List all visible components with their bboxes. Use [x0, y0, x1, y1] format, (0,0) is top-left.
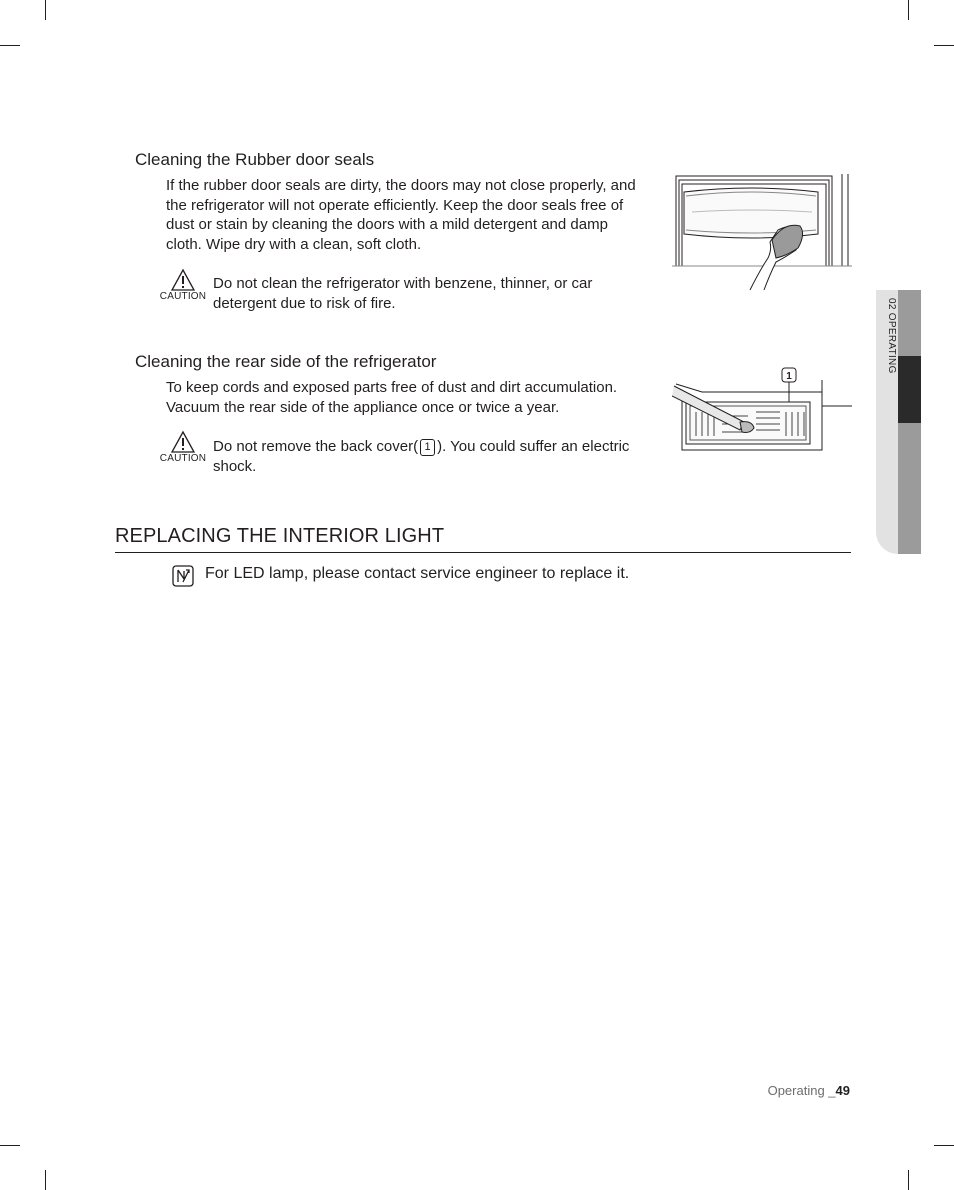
crop-mark	[934, 45, 954, 46]
caution-label: CAUTION	[159, 453, 207, 464]
crop-mark	[45, 1170, 46, 1190]
page-footer	[768, 1083, 850, 1098]
caution-label: CAUTION	[159, 291, 207, 302]
crop-mark	[45, 0, 46, 20]
rear-side-illustration	[672, 364, 852, 456]
body-line: Vacuum the rear side of the appliance once or twice a year.	[166, 398, 560, 416]
crop-mark	[908, 1170, 909, 1190]
crop-mark	[934, 1145, 954, 1146]
caution-text	[213, 437, 629, 476]
caution-line: shock.	[213, 457, 257, 475]
rear-side-body	[166, 378, 617, 417]
interior-light-title: REPLACING THE INTERIOR LIGHT	[115, 525, 445, 547]
body-line: If the rubber door seals are dirty, the doors may not close properly, and	[166, 177, 636, 194]
caution-badge	[157, 430, 209, 464]
svg-text:1: 1	[786, 371, 792, 382]
caution-text-start: Do not remove the back cover(	[213, 438, 419, 455]
note-text: For LED lamp, please contact service engineer to replace it.	[205, 565, 630, 582]
body-line: dust or stain by cleaning the doors with a mild detergent and damp	[166, 216, 608, 233]
section-divider	[115, 552, 851, 553]
page-number: 49	[835, 1083, 850, 1098]
door-seal-illustration	[672, 170, 852, 292]
note-icon	[172, 565, 194, 587]
body-line: the refrigerator will not operate efficiently. Keep the door seals free of	[166, 196, 624, 214]
crop-mark	[908, 0, 909, 20]
body-line: To keep cords and exposed parts free of dust and dirt accumulation.	[166, 379, 618, 396]
callout-badge: 1	[420, 439, 435, 456]
caution-line	[213, 437, 629, 457]
caution-badge	[157, 268, 209, 302]
crop-mark	[0, 45, 20, 46]
caution-text-end: ). You could suffer an electric	[437, 438, 630, 455]
chapter-side-tab	[876, 290, 921, 554]
tab-marker	[898, 356, 921, 423]
warning-triangle-icon	[170, 430, 196, 454]
rear-side-heading: Cleaning the rear side of the refrigerator	[135, 352, 437, 371]
chapter-label: 02 OPERATING	[886, 298, 897, 374]
warning-triangle-icon	[170, 268, 196, 292]
caution-text	[213, 274, 592, 313]
caution-line: Do not clean the refrigerator with benzene, thinner, or car	[213, 275, 593, 292]
rubber-seals-body	[166, 176, 636, 254]
footer-section: Operating _	[767, 1083, 836, 1098]
rubber-seals-heading: Cleaning the Rubber door seals	[135, 150, 375, 169]
caution-line: detergent due to risk of fire.	[213, 294, 396, 312]
body-line: cloth. Wipe dry with a clean, soft cloth.	[166, 235, 422, 253]
crop-mark	[0, 1145, 20, 1146]
